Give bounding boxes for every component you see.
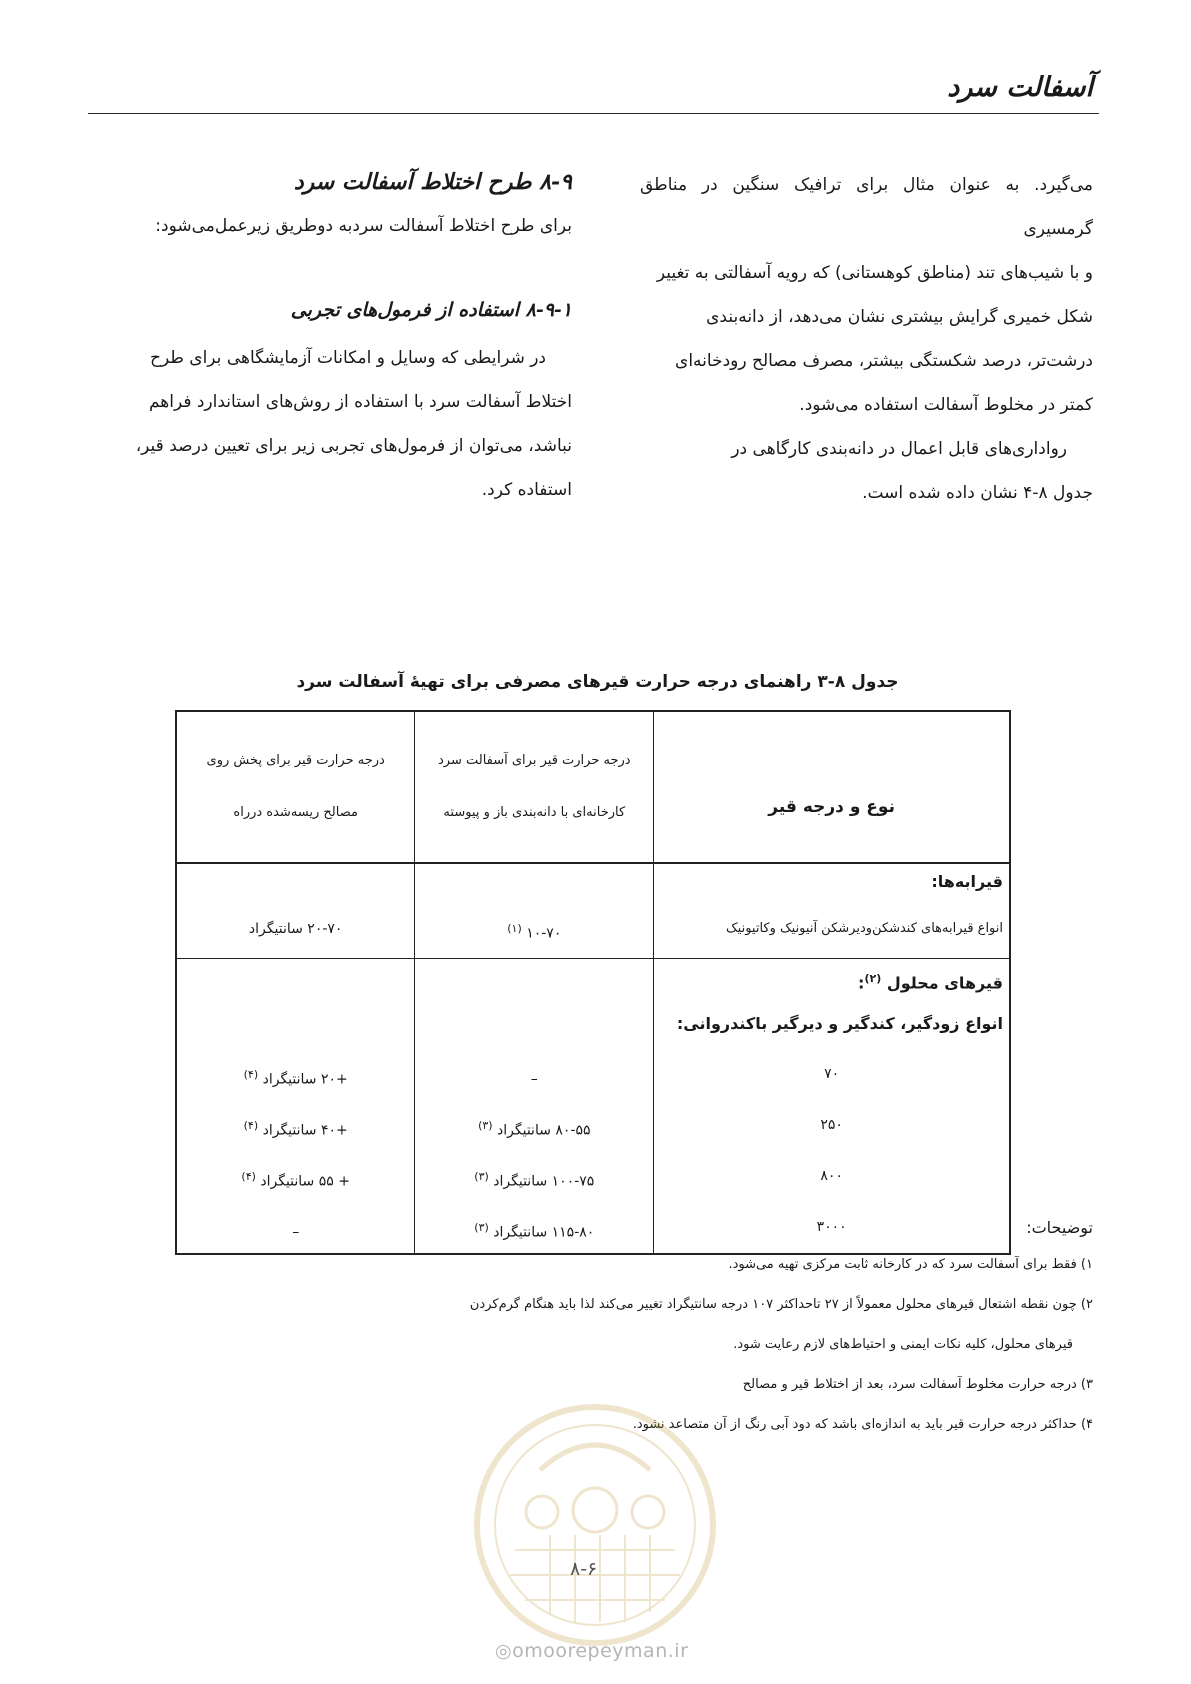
text-line: نباشد، می‌توان از فرمول‌های تجربی زیر برای تعیین درصد قیر، [135,436,572,456]
header-type: نوع و درجه قیر [654,711,1010,863]
text-line: رواداری‌های قابل اعمال در دانه‌بندی کارگاهی در [731,439,1067,459]
emulsions-plant-cell [415,863,654,959]
footnote-ref: (۳) [478,1119,493,1132]
grade-cell: ۷۰ [824,1066,840,1082]
cell-text: +۲۰ سانتیگراد [262,1071,348,1088]
paragraph [90,336,572,512]
header-line: مصالح ریسه‌شده درراه [233,805,358,820]
cutbacks-type-cell [654,959,1010,1255]
table-header-row [176,711,1010,863]
group-title: قیرابه‌ها: [931,872,1003,891]
cell-value [419,864,649,958]
cell-text: + ۵۵ سانتیگراد [260,1173,350,1190]
cell-text: : [858,973,865,993]
note-item: ۲) چون نقطه اشتعال قیرهای محلول معمولاً از ۲۷ تاحداکثر ۱۰۷ درجه سانتیگراد تغییر می‌کند لذا باید هنگام گرم‌کردن [469,1297,1093,1312]
cell-value [181,1151,410,1202]
cell-text: – [292,1224,300,1241]
grade-cell: ۳۰۰۰ [816,1219,847,1235]
subsection-heading: ۸-۹-۱ استفاده از فرمول‌های تجربی [290,299,572,321]
left-column [90,160,572,512]
emulsions-type-cell [654,863,1010,959]
cell-text: ۱۰۰-۷۵ سانتیگراد [493,1173,595,1190]
cell-text: ۸۰-۵۵ سانتیگراد [497,1122,591,1139]
page-number: ۸-۶ [570,1558,598,1580]
header-rule [88,113,1099,114]
cell-value [181,1100,410,1151]
text-line: اختلاط آسفالت سرد با استفاده از روش‌های استاندارد فراهم [148,392,572,412]
grade-cell: ۸۰۰ [820,1168,843,1184]
header-spray [176,711,415,863]
table-caption: جدول ۸-۳ راهنمای درجه حرارت قیرهای مصرفی برای تهیهٔ آسفالت سرد [296,672,899,692]
running-header: آسفالت سرد [947,72,1093,103]
cell-text: ۱۱۵-۸۰ سانتیگراد [493,1224,595,1241]
cell-text: قیرهای محلول [886,973,1003,993]
text-line: استفاده کرد. [481,480,572,500]
cell-value [181,1049,410,1100]
header-line: درجه حرارت قیر برای پخش روی [206,753,385,768]
site-credit [495,1640,688,1662]
header-plant [415,711,654,863]
table-row-cutbacks [176,959,1010,1255]
spacer [181,959,410,1049]
right-column [640,163,1093,515]
paragraph [640,427,1093,515]
footnote-ref: (۳) [474,1221,489,1234]
text-line: درشت‌تر، درصد شکستگی بیشتر، مصرف مصالح رودخانه‌ای [675,351,1093,371]
site-text: omoorepeyman.ir [512,1640,689,1662]
note-item-continued: قیرهای محلول، کلیه نکات ایمنی و احتیاط‌های لازم رعایت شود. [733,1337,1073,1352]
cutbacks-spray-cell [176,959,415,1255]
cell-value [419,1049,649,1100]
footnote-ref: (۳) [474,1170,489,1183]
footnote-ref: (۱) [507,922,522,935]
spacer [419,959,649,1049]
header-line: درجه حرارت قیر برای آسفالت سرد [438,753,631,768]
cell-text: – [530,1071,538,1088]
cell-text: +۴۰ سانتیگراد [262,1122,348,1139]
note-item: ۴) حداکثر درجه حرارت قیر باید به اندازه‌ای باشد که دود آبی رنگ از آن متصاعد نشود. [632,1417,1093,1432]
section-heading: ۸-۹ طرح اختلاط آسفالت سرد [293,169,572,195]
text-line: در شرایطی که وسایل و امکانات آزمایشگاهی برای طرح [149,348,546,368]
table [175,710,1011,1255]
globe-icon: ◎ [495,1640,513,1662]
footnote-ref: (۴) [243,1068,259,1081]
note-item: ۱) فقط برای آسفالت سرد که در کارخانه ثابت مرکزی تهیه می‌شود. [728,1257,1093,1272]
notes-title: توضیحات: [1026,1218,1093,1237]
cell-text: ۱۰-۷۰ [526,925,562,942]
table-row-emulsions [176,863,1010,959]
footnote-ref: (۴) [241,1170,256,1183]
cell-value [419,1151,649,1202]
group-subtitle: انواع زودگیر، کندگیر و دیرگیر باکندروانی: [676,1014,1003,1033]
footnote-ref: (۲) [864,972,882,985]
cell-value [419,1100,649,1151]
note-item: ۳) درجه حرارت مخلوط آسفالت سرد، بعد از اختلاط قیر و مصالح [742,1377,1093,1392]
text-line: و با شیب‌های تند (مناطق کوهستانی) که رویه آسفالتی به تغییر [656,263,1093,283]
section-intro: برای طرح اختلاط آسفالت سردبه دوطریق زیرعمل‌می‌شود: [155,216,572,236]
header-line: کارخانه‌ای با دانه‌بندی باز و پیوسته [443,805,626,820]
footnote-ref: (۴) [243,1119,259,1132]
text-line: جدول ۸-۴ نشان داده شده است. [862,483,1093,503]
bitumen-temperature-table [175,710,1011,1255]
text-line: می‌گیرد. به عنوان مثال برای ترافیک سنگین در مناطق گرمسیری [640,175,1093,239]
grade-cell: ۲۵۰ [820,1117,843,1133]
group-title [658,959,1005,999]
emulsions-spray-cell [176,863,415,959]
publisher-seal-watermark [470,1400,720,1650]
emulsion-types: انواع قیرابه‌های کندشکن‌ودیرشکن آنیونیک وکاتیونیک [726,921,1003,936]
paragraph [640,163,1093,427]
cutbacks-plant-cell [415,959,654,1255]
cell-value: ۲۰-۷۰ سانتیگراد [248,921,343,937]
text-line: کمتر در مخلوط آسفالت استفاده می‌شود. [799,395,1093,415]
text-line: شکل خمیری گرایش بیشتری نشان می‌دهد، از دانه‌بندی [706,307,1093,327]
